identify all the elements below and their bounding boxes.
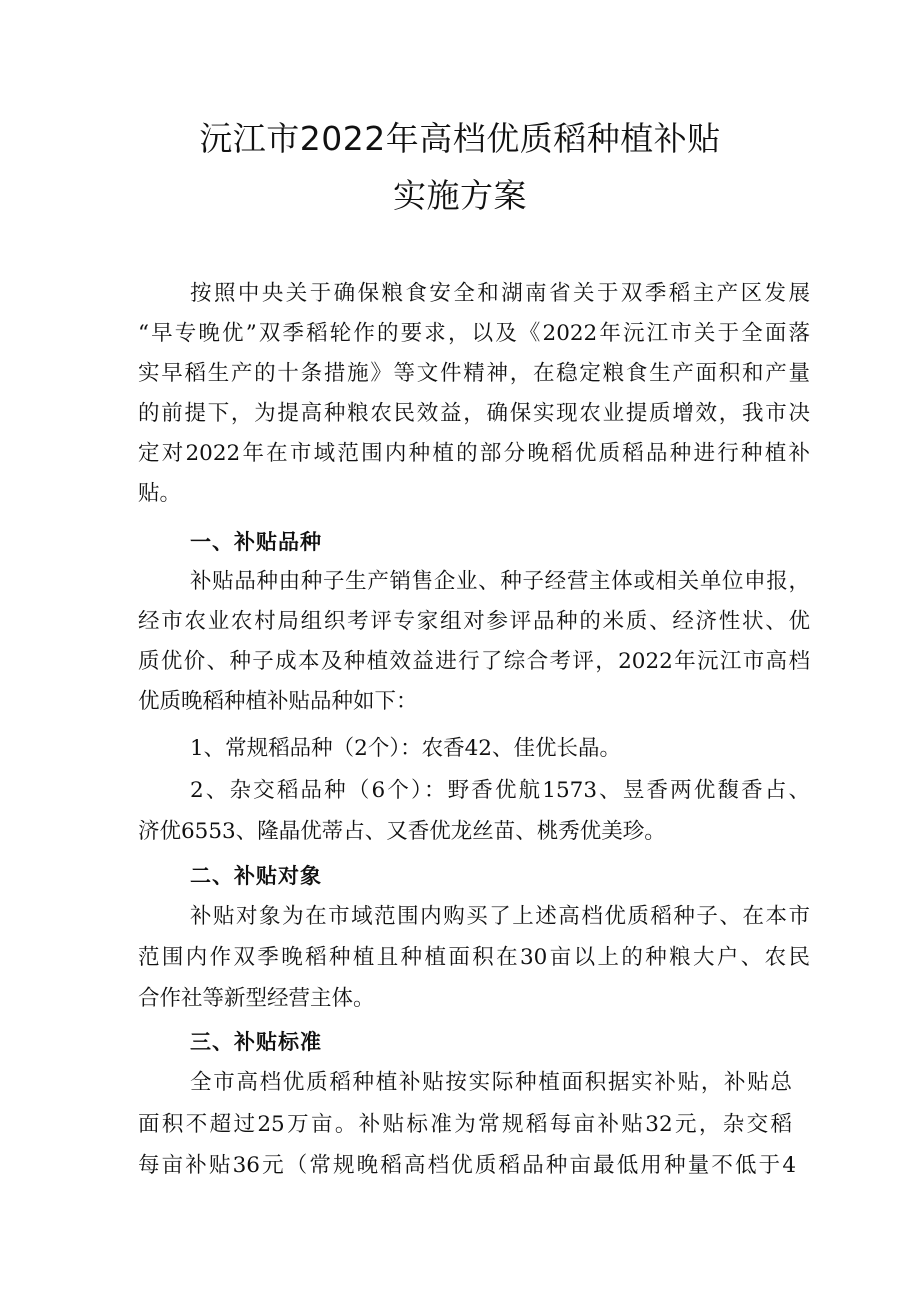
section1-line: 质优价、种子成本及种植效益进行了综合考评，2022年沅江市高档	[138, 649, 810, 674]
variety-item-conventional: 1、常规稻品种（2个）：农香42、佳优长晶。	[190, 736, 621, 761]
section2-line: 合作社等新型经营主体。	[138, 986, 375, 1011]
section3-line: 面积不超过25万亩。补贴标准为常规稻每亩补贴32元，杂交稻	[138, 1112, 792, 1137]
section-heading-varieties: 一、补贴品种	[190, 530, 322, 554]
section2-line: 范围内作双季晚稻种植且种植面积在30亩以上的种粮大户、农民	[138, 945, 810, 970]
section1-line: 优质晚稻种植补贴品种如下：	[138, 689, 418, 714]
intro-line: 定对2022年在市域范围内种植的部分晚稻优质稻品种进行种植补	[138, 441, 810, 466]
section3-line: 全市高档优质稻种植补贴按实际种植面积据实补贴，补贴总	[190, 1070, 792, 1095]
intro-line: 按照中央关于确保粮食安全和湖南省关于双季稻主产区发展	[190, 281, 810, 306]
variety-item-hybrid: 2、杂交稻品种（6个）：野香优航1573、昱香两优馥香占、	[190, 778, 810, 803]
section3-line: 每亩补贴36元（常规晚稻高档优质稻品种亩最低用种量不低于4	[138, 1153, 796, 1178]
intro-line: 的前提下，为提高种粮农民效益，确保实现农业提质增效，我市决	[138, 401, 810, 426]
section2-line: 补贴对象为在市域范围内购买了上述高档优质稻种子、在本市	[190, 904, 810, 929]
intro-line: 贴。	[138, 481, 182, 506]
section-heading-standard: 三、补贴标准	[190, 1030, 322, 1054]
document-title-line-2: 实施方案	[393, 176, 527, 215]
variety-item-hybrid-cont: 济优6553、隆晶优蒂占、又香优龙丝苗、桃秀优美珍。	[138, 819, 666, 844]
section-heading-recipients: 二、补贴对象	[190, 864, 322, 888]
intro-line: “早专晚优”双季稻轮作的要求，以及《2022年沅江市关于全面落	[138, 321, 810, 346]
document-title-line-1: 沅江市2022年高档优质稻种植补贴	[199, 119, 721, 158]
section1-line: 补贴品种由种子生产销售企业、种子经营主体或相关单位申报，	[190, 569, 810, 594]
intro-line: 实早稻生产的十条措施》等文件精神，在稳定粮食生产面积和产量	[138, 361, 810, 386]
section1-line: 经市农业农村局组织考评专家组对参评品种的米质、经济性状、优	[138, 609, 810, 634]
